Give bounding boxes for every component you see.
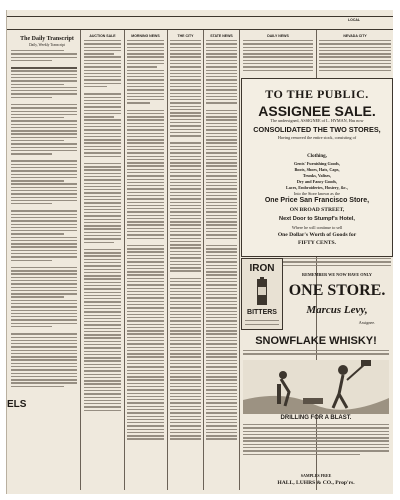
assignee-role: Assignee. <box>358 320 376 325</box>
samples-free: SAMPLES FREE <box>300 473 332 478</box>
clothing-line: Clothing, <box>307 154 327 159</box>
snowflake-whisky-heading: SNOWFLAKE WHISKY! <box>255 335 377 347</box>
assignee-intro: The undersigned, ASSIGNEE of L. HYMAN, Has now <box>270 118 364 123</box>
one-store-heading: ONE STORE. <box>288 282 386 299</box>
column-heading: LOCAL <box>347 18 361 22</box>
column-divider <box>124 30 125 490</box>
column-heading: MORNING NEWS <box>131 34 160 38</box>
newspaper-page <box>6 10 393 494</box>
header-rule <box>7 29 393 30</box>
fifty-cents: FIFTY CENTS. <box>297 240 337 246</box>
column-2 <box>84 34 121 490</box>
drilling-caption: DRILLING FOR A BLAST. <box>280 415 352 421</box>
one-price-store: One Price San Francisco Store, <box>264 197 370 204</box>
goods-line: Gents' Furnishing Goods, <box>294 161 340 166</box>
column-divider <box>203 30 204 490</box>
hall-luhrs-firm: HALL, LUHRS & CO., Prop'rs. <box>277 480 355 486</box>
one-dollar-line: One Dollar's Worth of Goods for <box>277 232 357 238</box>
goods-line: Boots, Shoes, Hats, Caps, <box>294 167 340 172</box>
side-clipping: ELS <box>7 399 27 410</box>
column-3 <box>127 34 164 490</box>
column-divider <box>239 30 240 490</box>
goods-line: Laces, Embroideries, Hosiery, &c., <box>285 185 349 190</box>
next-door: Next Door to Stumpf's Hotel, <box>279 216 355 222</box>
snowflake-description <box>243 424 389 457</box>
column-1 <box>11 50 77 490</box>
column-heading: NEVADA CITY <box>343 34 367 38</box>
top-rule <box>7 16 393 17</box>
column-4 <box>170 34 201 490</box>
miners-illustration <box>243 360 389 414</box>
goods-line: Dry and Fancy Goods, <box>296 179 338 184</box>
one-store-ad <box>283 258 391 336</box>
masthead-subtitle: Daily, Weekly Transcript <box>29 43 65 47</box>
remember-line: REMEMBER WE NOW HAVE ONLY <box>302 272 372 277</box>
bottle-illustration <box>242 277 282 307</box>
column-7-top <box>319 34 391 76</box>
store-line: Into the Store known as the <box>294 191 340 196</box>
column-5 <box>206 34 237 490</box>
column-heading: THE CITY <box>177 34 194 38</box>
sell-line: Where he will continue to sell <box>291 225 343 230</box>
column-heading: AUCTION SALE <box>89 34 116 38</box>
masthead-title: The Daily Transcript <box>20 36 74 42</box>
column-divider <box>80 30 81 490</box>
goods-line: Trunks, Valises, <box>302 173 332 178</box>
column-divider <box>167 30 168 490</box>
assignee-sale-heading: ASSIGNEE SALE. <box>258 103 376 119</box>
column-7-heading <box>319 18 389 24</box>
iron-bitters-ad <box>241 258 283 330</box>
consolidated-heading: CONSOLIDATED THE TWO STORES, <box>253 125 381 134</box>
stock-note: Having removed the entire stock, consisting of <box>277 135 357 140</box>
snowflake-body <box>243 350 389 357</box>
broad-street: ON BROAD STREET, <box>289 207 345 213</box>
iron-word: IRON <box>249 263 275 274</box>
column-6-top <box>243 34 313 76</box>
to-public-heading: TO THE PUBLIC. <box>265 87 369 101</box>
column-heading: DAILY NEWS <box>267 34 289 38</box>
marcus-levy-signature: Marcus Levy, <box>306 304 368 316</box>
column-heading: STATE NEWS <box>210 34 233 38</box>
assignee-sale-ad <box>241 78 393 257</box>
bitters-word: BITTERS <box>247 309 277 316</box>
